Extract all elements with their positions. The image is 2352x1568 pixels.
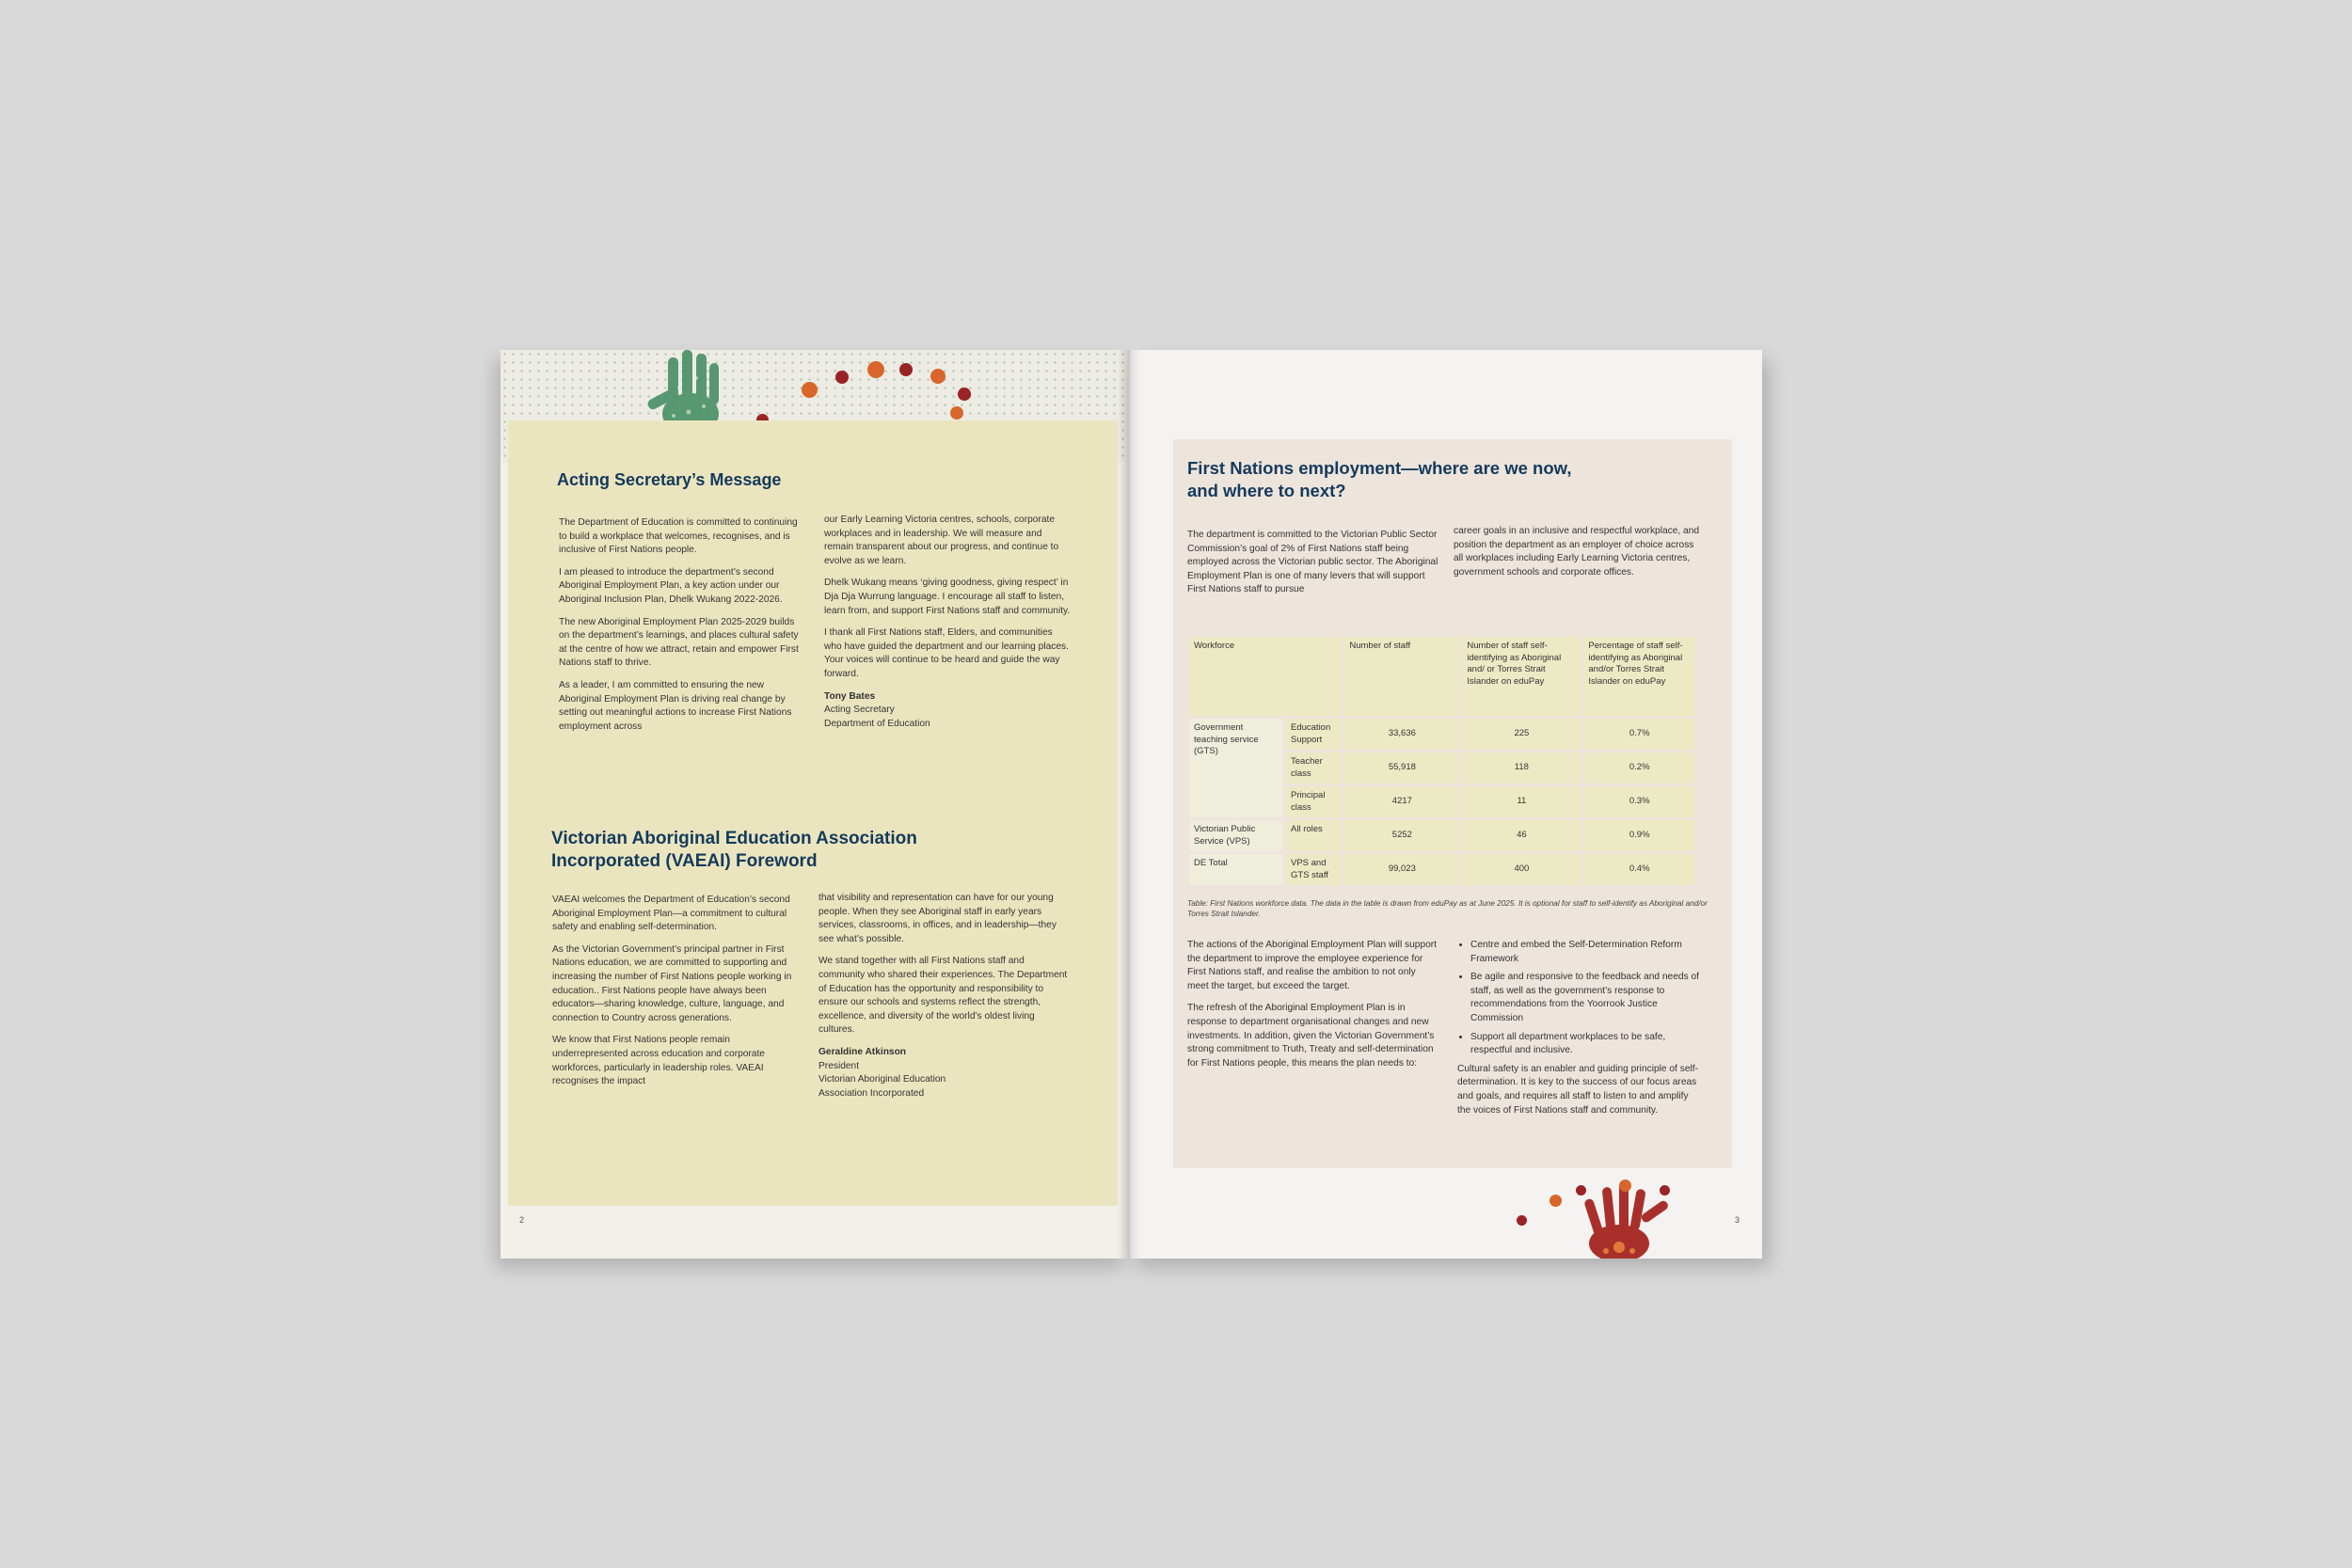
subgroup-cell: Principal class [1286,786,1342,817]
workforce-table [1186,634,1698,888]
bullet-list [1457,939,1704,1058]
header-identifying: Number of staff self-identifying as Aboriginal and/ or Torres Strait Islander on eduPay [1462,637,1581,716]
heading-line-1: First Nations employment—where are we now, [1187,458,1572,478]
vaeai-column-1 [552,894,801,1098]
header-percentage: Percentage of staff self-identifying as Aboriginal and/or Torres Strait Islander on eduPay [1583,637,1695,716]
staff-cell: 33,636 [1344,719,1459,750]
subgroup-cell: Education Support [1286,719,1342,750]
paragraph: We stand together with all First Nations staff and community who shared their experiences. The Department of Education has the opportunity and responsibility to ensure our schools and systems reflect the strength, excellence, and diversity of the world’s oldest living cultures. [818,956,1068,1036]
heading-line-2: and where to next? [1187,481,1346,500]
left-page [501,350,1128,1259]
decorative-dot [1576,1185,1586,1196]
group-cell: Victorian Public Service (VPS) [1189,820,1283,851]
secretary-column-1 [559,516,805,742]
table-caption: Table: First Nations workforce data. The data in the table is drawn from eduPay as at June 2025. It is optional for staff to self-identify as Aboriginal and/or Torres Strait Islander. [1187,899,1708,918]
percentage-cell: 0.7% [1583,719,1695,750]
secretary-heading: Acting Secretary’s Message [557,470,782,489]
decorative-dot [867,361,884,378]
page-number: 3 [1735,1215,1740,1225]
decorative-dot [1549,1195,1562,1207]
table-row [1189,854,1695,885]
paragraph: The new Aboriginal Employment Plan 2025-2029 builds on the department’s learnings, and places cultural safety at the centre of how we attract, retain and empower First Nations staff to thrive. [559,616,799,669]
paragraph: The refresh of the Aboriginal Employment Plan is in response to department organisational changes and new investments. In addition, given the Victorian Government’s strong commitment to Truth, Treaty and self-determination for First Nations people, this means the plan needs to: [1187,1003,1435,1069]
subgroup-cell: VPS and GTS staff [1286,854,1342,885]
table-row [1189,719,1695,750]
secretary-column-2 [824,514,1073,731]
decorative-dot [958,388,971,401]
paragraph: We know that First Nations people remain underrepresented across education and corporate workforces, particularly in leadership roles. VAEAI recognises the impact [552,1035,765,1087]
paragraph: Cultural safety is an enabler and guiding principle of self-determination. It is key to the success of our focus areas and goals, and requires all staff to listen to and amplify the voices of First Nations staff and community. [1457,1063,1698,1116]
decorative-dot [835,371,849,384]
list-item: • Be agile and responsive to the feedback and needs of staff, as well as the government’s response to recommendations from the Yoorrook Justice Commission [1470,971,1704,1025]
percentage-cell: 0.4% [1583,854,1695,885]
paragraph: Dhelk Wukang means ‘giving goodness, giving respect’ in Dja Dja Wurrung language. I encourage all staff to listen, learn from, and support First Nations staff and community. [824,578,1071,616]
paragraph: career goals in an inclusive and respectful workplace, and position the department as an employer of choice across all workplaces including Early Learning Victoria centres, government schools and corporate offices. [1454,526,1700,578]
identifying-cell: 11 [1462,786,1581,817]
intro-column-2 [1454,525,1700,588]
body-column-2 [1457,939,1704,1126]
subgroup-cell: Teacher class [1286,752,1342,784]
staff-cell: 55,918 [1344,752,1459,784]
paragraph: I thank all First Nations staff, Elders, and communities who have guided the department and our learning places. Your voices will continue to be heard and guide the way forward. [824,627,1069,679]
percentage-cell: 0.3% [1583,786,1695,817]
signer-organisation: Association Incorporated [818,1087,925,1099]
vaeai-heading: Victorian Aboriginal Education Association Incorporated (VAEAI) Foreword [551,829,917,871]
signer-name: Tony Bates [824,690,876,702]
decorative-dot [899,363,913,376]
table-header-row [1189,637,1695,716]
paragraph: The department is committed to the Victorian Public Sector Commission’s goal of 2% of First Nations staff being employed across the Victorian public sector. The Aboriginal Employment Plan is one of many levers that will support First Nations staff to pursue [1187,530,1438,595]
decorative-dot [1660,1185,1670,1196]
paragraph: As a leader, I am committed to ensuring the new Aboriginal Employment Plan is driving real change by setting out meaningful actions to increase First Nations employment across [559,679,792,732]
group-cell: Government teaching service (GTS) [1189,719,1283,817]
signer-role: Acting Secretary [824,705,895,716]
identifying-cell: 118 [1462,752,1581,784]
paragraph: that visibility and representation can have for our young people. When they see Aboriginal staff in early years services, classrooms, in offices, and in leadership—they see what’s possible. [818,893,1057,944]
paragraph: VAEAI welcomes the Department of Education’s second Aboriginal Employment Plan—a commitment to cultural safety and enabling self-determination. [552,895,790,933]
paragraph: The Department of Education is committed to continuing to build a workplace that welcomes, recognises, and is inclusive of First Nations people. [559,517,798,556]
percentage-cell: 0.2% [1583,752,1695,784]
decorative-dot [930,369,946,384]
header-workforce: Workforce [1189,637,1342,716]
page-number: 2 [519,1215,525,1225]
decorative-dot [1517,1215,1527,1226]
identifying-cell: 225 [1462,719,1581,750]
signer-name: Geraldine Atkinson [818,1046,907,1057]
list-item: • Support all department workplaces to be safe, respectful and inclusive. [1470,1031,1704,1058]
book-spine [1118,350,1140,1259]
paragraph: I am pleased to introduce the department’s second Aboriginal Employment Plan, a key action under our Aboriginal Inclusion Plan, Dhelk Wukang 2022-2026. [559,566,783,605]
table-row [1189,820,1695,851]
list-item: • Centre and embed the Self-Determination Reform Framework [1470,939,1704,966]
paragraph: our Early Learning Victoria centres, schools, corporate workplaces and in leadership. We will measure and remain transparent about our progress, and continue to evolve as we learn. [824,515,1059,566]
decorative-dot [1619,1180,1631,1192]
identifying-cell: 400 [1462,854,1581,885]
body-column-1 [1187,939,1439,1079]
paragraph: The actions of the Aboriginal Employment Plan will support the department to improve the employee experience for First Nations staff, and realise the ambition to not only meet the target, but exceed the target. [1187,940,1438,991]
staff-cell: 4217 [1344,786,1459,817]
percentage-cell: 0.9% [1583,820,1695,851]
employment-heading [1187,457,1677,502]
paragraph: As the Victorian Government’s principal partner in First Nations education, we are committed to supporting and increasing the number of First Nations people working in education.. First Nations people have always been educators—sharing knowledge, culture, language, and connection to Country across generations. [552,943,792,1023]
header-number-of-staff: Number of staff [1344,637,1459,716]
decorative-dot [802,382,818,398]
group-cell: DE Total [1189,854,1283,885]
signer-organisation: Department of Education [824,718,930,729]
staff-cell: 5252 [1344,820,1459,851]
vaeai-column-2 [818,892,1073,1101]
subgroup-cell: All roles [1286,820,1342,851]
intro-column-1 [1187,529,1441,606]
signer-role: President [818,1060,860,1071]
decorative-dot [950,406,963,420]
staff-cell: 99,023 [1344,854,1459,885]
identifying-cell: 46 [1462,820,1581,851]
signer-organisation: Victorian Aboriginal Education [818,1074,946,1085]
right-page [1128,350,1762,1259]
